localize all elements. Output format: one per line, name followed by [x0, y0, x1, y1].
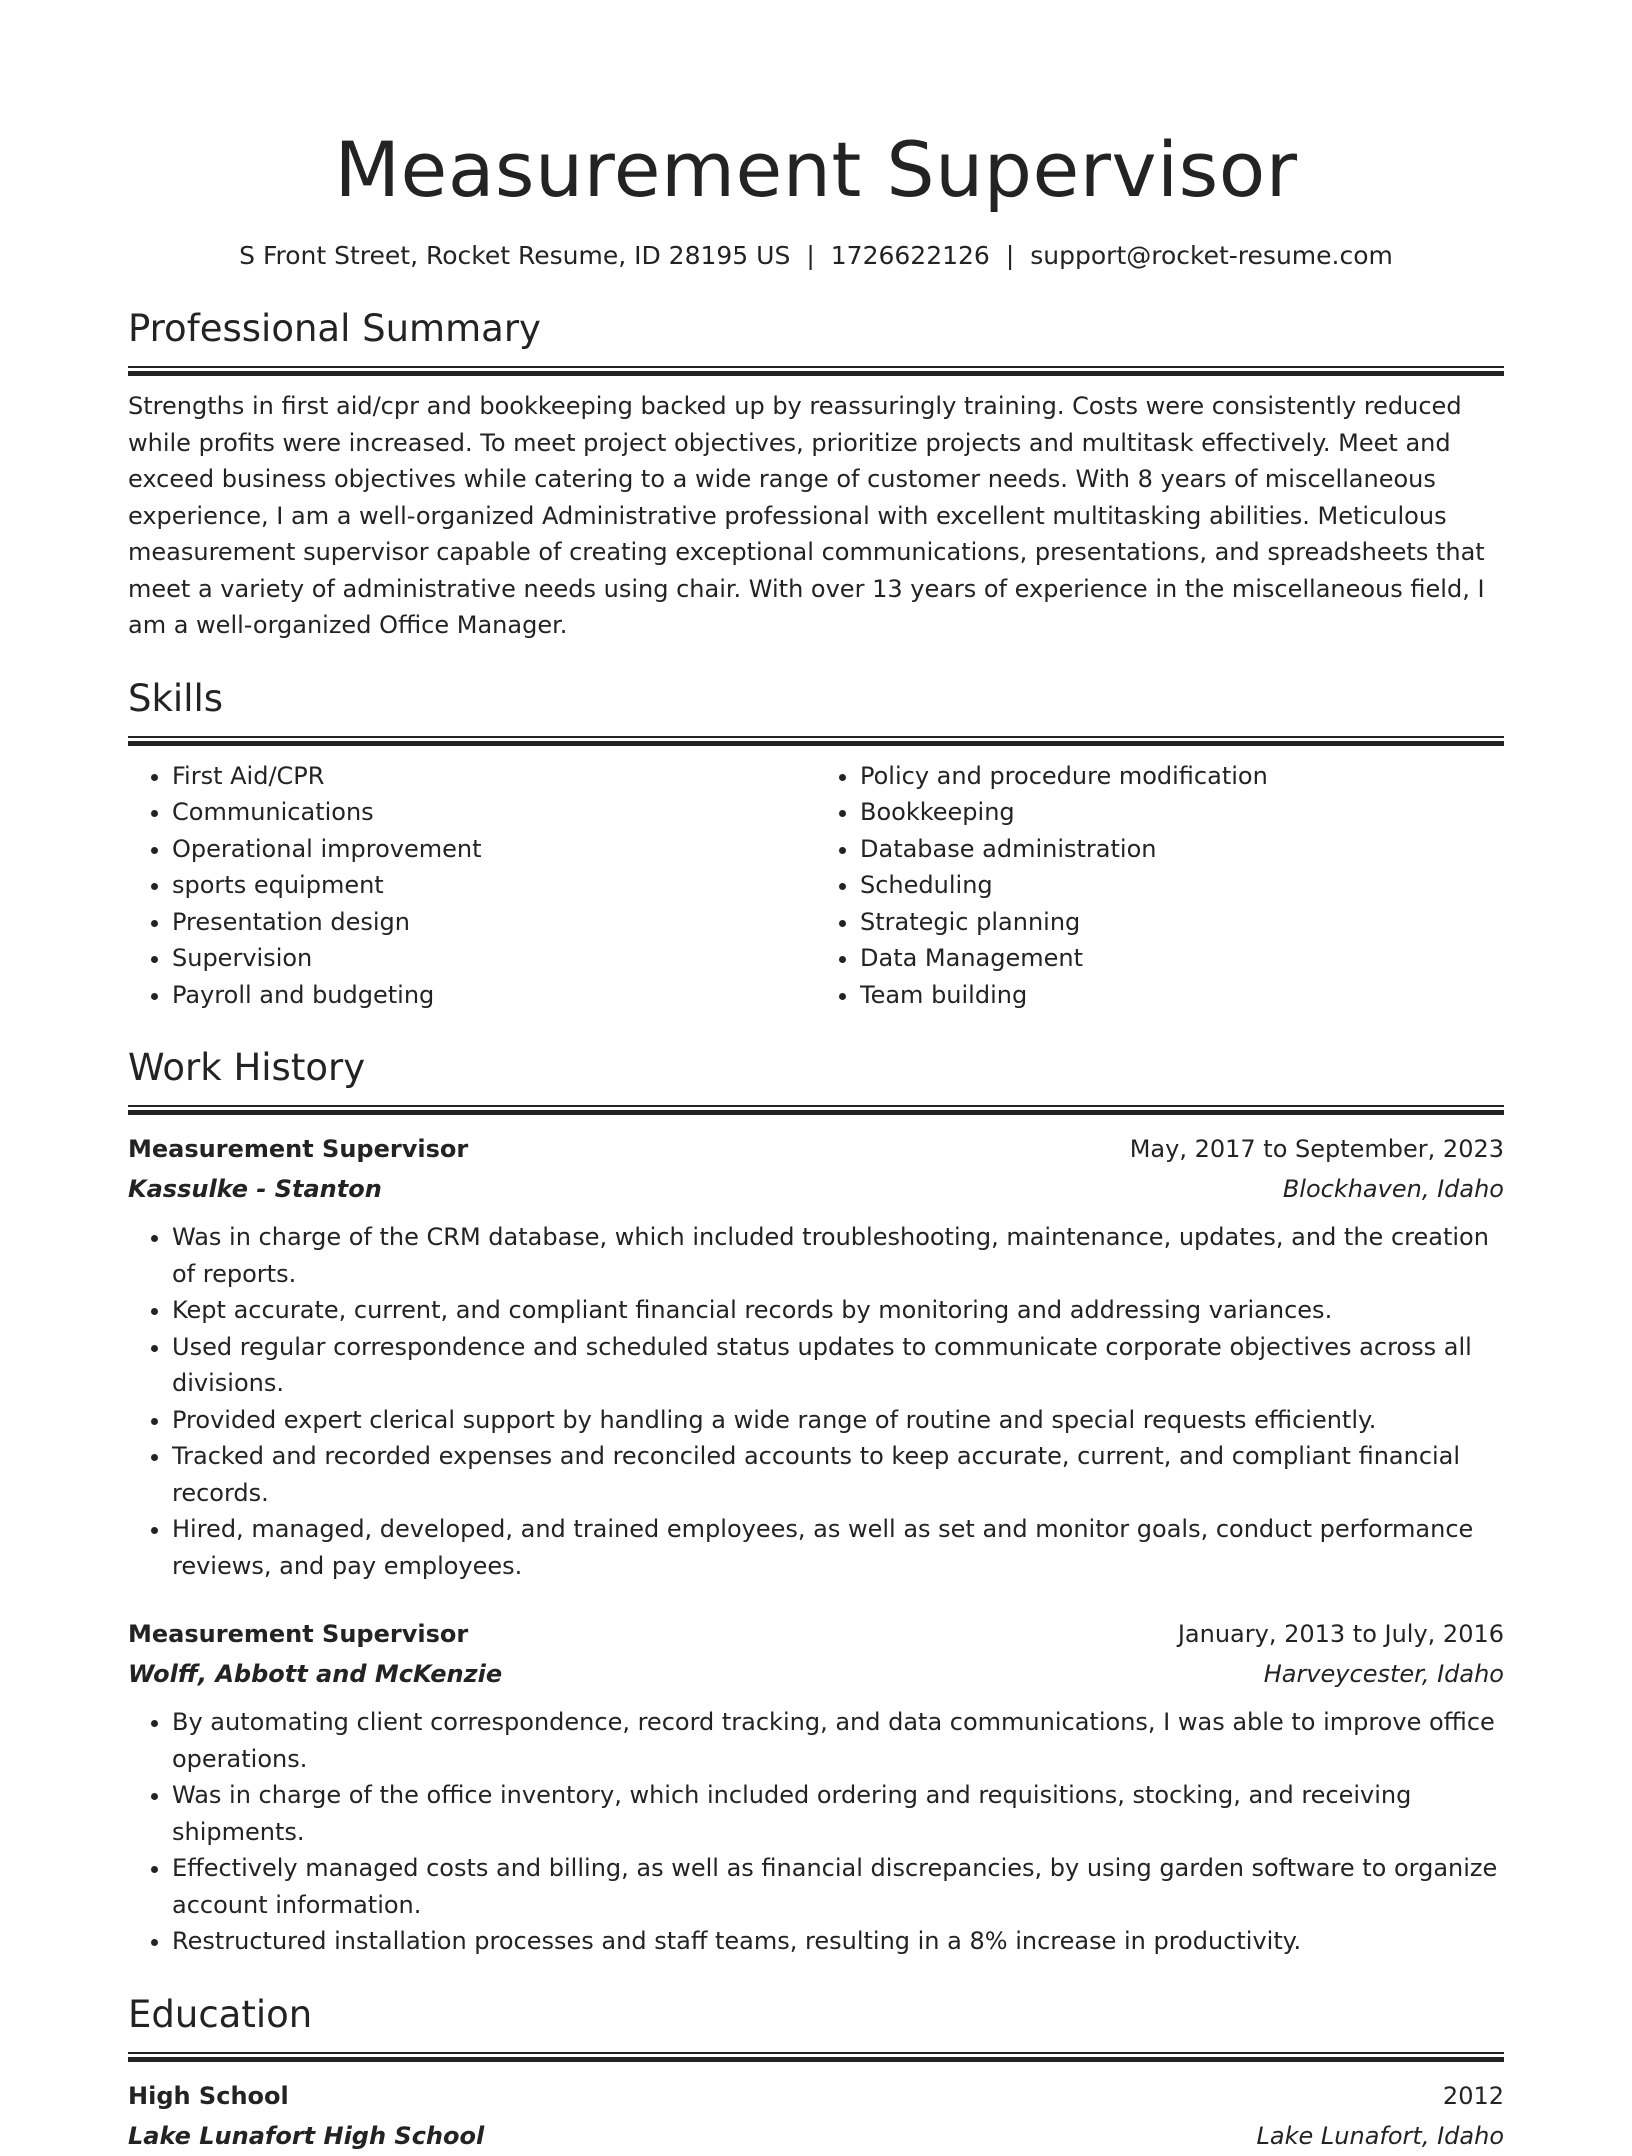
- job-dates: January, 2013 to July, 2016: [1177, 1620, 1504, 1648]
- job-location: Blockhaven, Idaho: [1282, 1175, 1504, 1203]
- skills-heading: Skills: [128, 676, 224, 720]
- job-company-row: [128, 1654, 1504, 1694]
- job-title: Measurement Supervisor: [128, 1620, 469, 1648]
- education-school-row: [128, 2116, 1504, 2156]
- education-location: Lake Lunafort, Idaho: [1256, 2121, 1504, 2150]
- skill-item: • Supervision: [172, 940, 816, 977]
- education-heading: Education: [128, 1992, 313, 2036]
- section-divider: [128, 736, 1504, 746]
- summary-heading: Professional Summary: [128, 307, 541, 350]
- contact-email: support@rocket-resume.com: [1030, 241, 1393, 270]
- job-bullets: [128, 1704, 1504, 1960]
- skill-item: • Payroll and budgeting: [172, 977, 816, 1014]
- job-bullet: • Was in charge of the CRM database, which included troubleshooting, maintenance, updates, and the creation of reports.: [172, 1219, 1504, 1292]
- skills-list-right: [816, 758, 1504, 1014]
- summary-text: Strengths in first aid/cpr and bookkeeping backed up by reassuringly training. Costs were consistently reduced while profits were increased. To meet project objectives, prioritize projects and multitask effectively. Meet and exceed business objectives while catering to a wide range of customer needs. With 8 years of miscellaneous experience, I am a well-organized Administrative professional with excellent multitasking abilities. Meticulous measurement supervisor capable of creating exceptional communications, presentations, and spreadsheets that meet a variety of administrative needs using chair. With over 13 years of experience in the miscellaneous field, I am a well-organized Office Manager.: [128, 392, 1485, 639]
- job-bullet: • Was in charge of the office inventory, which included ordering and requisitions, stocking, and receiving shipments.: [172, 1777, 1504, 1850]
- section-divider: [128, 1105, 1504, 1115]
- contact-phone: 1726622126: [830, 241, 990, 270]
- skill-item: • Data Management: [860, 940, 1504, 977]
- job-bullet: • Kept accurate, current, and compliant financial records by monitoring and addressing variances.: [172, 1292, 1504, 1329]
- job-dates: May, 2017 to September, 2023: [1129, 1135, 1504, 1163]
- job-company: Wolff, Abbott and McKenzie: [128, 1660, 503, 1688]
- contact-separator: |: [806, 241, 815, 270]
- education-school: Lake Lunafort High School: [128, 2121, 485, 2150]
- section-divider: [128, 2052, 1504, 2062]
- work-history-heading: Work History: [128, 1046, 366, 1089]
- skill-item: • Communications: [172, 794, 816, 831]
- job-bullet: • Restructured installation processes and staff teams, resulting in a 8% increase in productivity.: [172, 1923, 1504, 1960]
- skills-list-left: [128, 758, 816, 1014]
- skill-item: • Database administration: [860, 831, 1504, 868]
- skill-item: • Bookkeeping: [860, 794, 1504, 831]
- skills-section: [128, 674, 1504, 1014]
- work-history-section: [128, 1043, 1504, 1960]
- skills-columns: [128, 758, 1504, 1014]
- education-entry: [128, 2076, 1504, 2156]
- contact-line: [128, 238, 1504, 274]
- job-title: Measurement Supervisor: [128, 1135, 469, 1163]
- job-bullet: • Tracked and recorded expenses and reconciled accounts to keep accurate, current, and compliant financial records.: [172, 1438, 1504, 1511]
- job-bullet: • Effectively managed costs and billing, as well as financial discrepancies, by using garden software to organize account information.: [172, 1850, 1504, 1923]
- resume-name: Measurement Supervisor: [334, 125, 1298, 214]
- skill-item: • sports equipment: [172, 867, 816, 904]
- skill-item: • Scheduling: [860, 867, 1504, 904]
- job-entry: [128, 1614, 1504, 1960]
- job-location: Harveycester, Idaho: [1263, 1660, 1504, 1688]
- education-section: [128, 1990, 1504, 2156]
- job-bullets: [128, 1219, 1504, 1584]
- job-bullet: • Used regular correspondence and scheduled status updates to communicate corporate objectives across all divisions.: [172, 1329, 1504, 1402]
- job-header-row: [128, 1614, 1504, 1654]
- job-bullet: • Provided expert clerical support by handling a wide range of routine and special requests efficiently.: [172, 1402, 1504, 1439]
- job-bullet: • Hired, managed, developed, and trained employees, as well as set and monitor goals, conduct performance reviews, and pay employees.: [172, 1511, 1504, 1584]
- skill-item: • Operational improvement: [172, 831, 816, 868]
- skill-item: • Presentation design: [172, 904, 816, 941]
- education-header-row: [128, 2076, 1504, 2116]
- skill-item: • Policy and procedure modification: [860, 758, 1504, 795]
- contact-separator: |: [1005, 241, 1015, 270]
- job-header-row: [128, 1129, 1504, 1169]
- section-divider: [128, 366, 1504, 376]
- skill-item: • Team building: [860, 977, 1504, 1014]
- job-bullet: • By automating client correspondence, record tracking, and data communications, I was able to improve office operations.: [172, 1704, 1504, 1777]
- contact-address: S Front Street, Rocket Resume, ID 28195 US: [239, 241, 791, 270]
- education-year: 2012: [1442, 2081, 1504, 2110]
- education-degree: High School: [128, 2081, 289, 2110]
- job-company-row: [128, 1169, 1504, 1209]
- skill-item: • First Aid/CPR: [172, 758, 816, 795]
- summary-section: [128, 304, 1504, 644]
- job-entry: [128, 1129, 1504, 1584]
- job-company: Kassulke - Stanton: [128, 1175, 382, 1203]
- skill-item: • Strategic planning: [860, 904, 1504, 941]
